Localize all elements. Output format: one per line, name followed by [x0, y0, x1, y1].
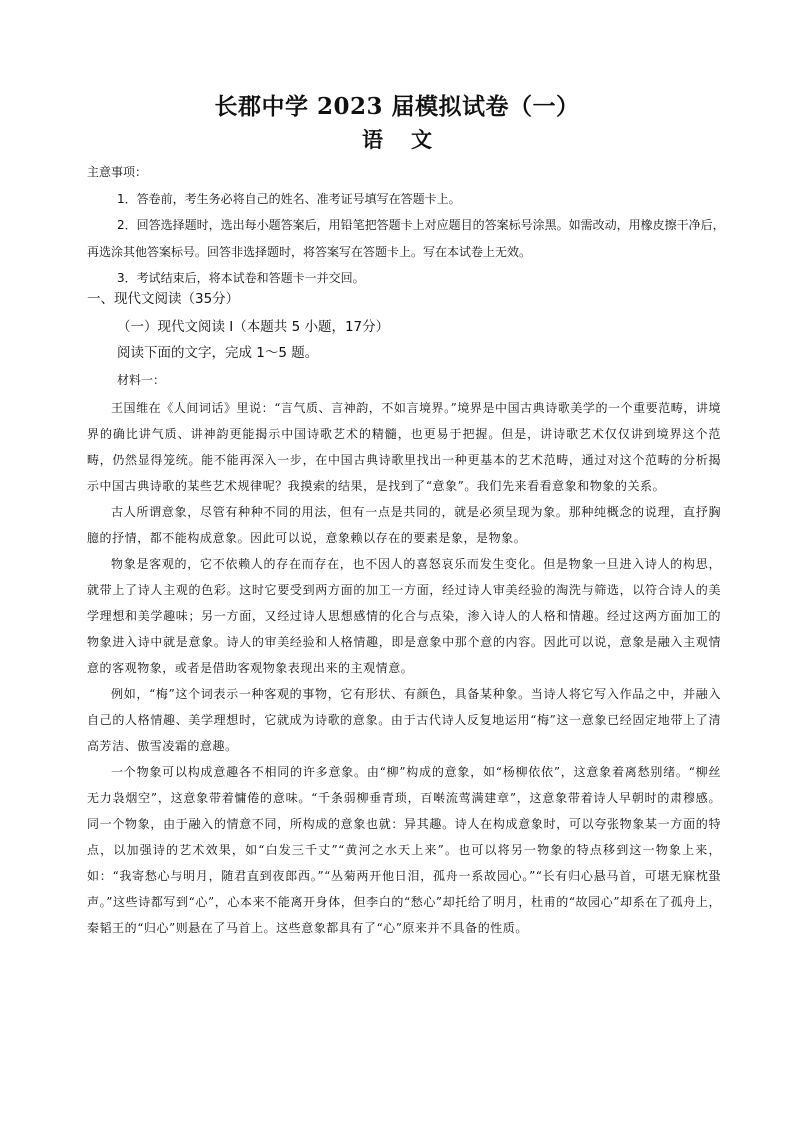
reading-passage [87, 395, 721, 941]
exam-title: 长郡中学 2023 届模拟试卷（一） [214, 93, 580, 120]
notes-heading: 主意事项： [87, 165, 148, 179]
material-label: 材料一： [117, 373, 166, 387]
subsection-heading: （一）现代文阅读 I（本题共 5 小题，17分） [117, 319, 390, 335]
note-item-1: 1．答卷前，考生务必将自己的姓名、准考证号填写在答题卡上。 [117, 191, 461, 206]
note-item-3: 3．考试结束后，将本试卷和答题卡一并交回。 [117, 271, 365, 285]
passage-paragraph-2: 古人所谓意象，尽管有种种不同的用法，但有一点是共同的，就是必须呈现为象。那种纯概念的说理，直抒胸臆的抒情，都不能构成意象。因此可以说，意象赖以存在的要素是象，是物象。 [87, 505, 721, 545]
passage-paragraph-4: 例如，“梅”这个词表示一种客观的事物，它有形状、有颜色，具备某种象。当诗人将它写入作品之中，并融入自己的人格情趣、美学理想时，它就成为诗歌的意象。由于古代诗人反复地运用“梅”这一意象已经固定地带上了清高芳洁、傲雪凌霜的意趣。 [87, 687, 721, 753]
exam-notes [87, 159, 725, 292]
reading-instruction: 阅读下面的文字，完成 1～5 题。 [117, 345, 319, 361]
note-item-2: 2．回答选择题时，选出每小题答案后，用铅笔把答题卡上对应题目的答案标号涂黑。如需改动，用橡皮擦干净后， [117, 218, 725, 232]
passage-paragraph-3: 物象是客观的，它不依赖人的存在而存在，也不因人的喜怒哀乐而发生变化。但是物象一旦进入诗人的构思，就带上了诗人主观的色彩。这时它要受到两方面的加工一方面，经过诗人审美经验的淘洗与筛选，以符合诗人的美学理想和美学趣味；另一方面，又经过诗人思想感情的化合与点染，渗入诗人的人格和情趣。经过这两方面加工的物象进入诗中就是意象。诗人的审美经验和人格情趣，即是意象中那个意的内容。因此可以说，意象是融入主观情意的客观物象，或者是借助客观物象表现出来的主观情意。 [87, 557, 721, 675]
note-item-2-continued: 再选涂其他答案标号。回答非选择题时，将答案写在答题卡上。写在本试卷上无效。 [87, 244, 532, 259]
subject-title: 语文 [362, 127, 460, 152]
section-heading: 一、现代文阅读（35分） [87, 291, 240, 307]
passage-paragraph-1: 王国维在《人间词话》里说：“言气质、言神韵，不如言境界。”境界是中国古典诗歌美学的一个重要范畴，讲境界的确比讲气质、讲神韵更能揭示中国诗歌艺术的精髓，也更易于把握。但是，讲诗歌艺术仅仅讲到境界这个范畴，仍然显得笼统。能不能再深入一步，在中国古典诗歌里找出一种更基本的艺术范畴，通过对这个范畴的分析揭示中国古典诗歌的某些艺术规律呢？我摸索的结果，是找到了“意象”。我们先来看看意象和物象的关系。 [87, 401, 721, 493]
passage-paragraph-5: 一个物象可以构成意趣各不相同的许多意象。由“柳”构成的意象，如“杨柳依依”，这意象着离愁别绪。“柳丝无力袅烟空”，这意象带着慵倦的意味。“千条弱柳垂青琐，百啭流莺满建章”，这意象带着诗人早朝时的肃穆感。同一个物象，由于融入的情意不同，所构成的意象也就：异其趣。诗人在构成意象时，可以夸张物象某一方面的特点，以加强诗的艺术效果，如“白发三千丈”“黄河之水天上来”。也可以将另一物象的特点移到这一物象上来，如：“我寄愁心与明月，随君直到夜郎西。”“丛菊两开他日泪，孤舟一系故园心。”“长有归心悬马首，可堪无寐枕蛩声。”这些诗都写到“心”，心本来不能离开身体，但李白的“愁心”却托给了明月，杜甫的“故园心”却系在了孤舟上，秦韬王的“归心”则悬在了马首上。这些意象都具有了“心”原来并不具备的性质。 [87, 765, 721, 935]
